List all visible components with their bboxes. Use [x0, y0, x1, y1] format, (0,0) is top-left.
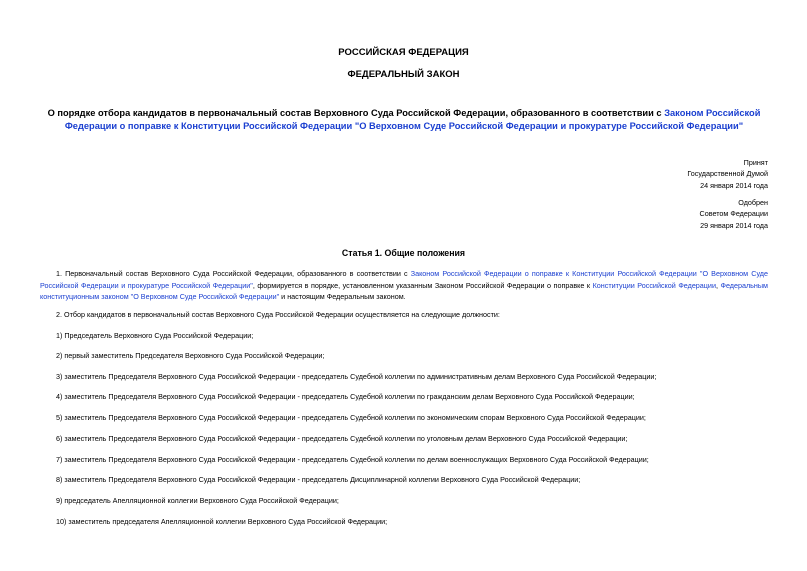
approved-by: Советом Федерации [699, 209, 768, 219]
p1-text-d: и настоящим Федеральным законом. [279, 292, 406, 301]
p1-text-a: 1. Первоначальный состав Верховного Суда Российской Федерации, образованного в соответствии с [56, 269, 411, 278]
approved-label: Одобрен [738, 198, 768, 207]
approved-date: 29 января 2014 года [700, 220, 768, 230]
p1-link-constitution[interactable]: Конституции Российской Федерации [592, 280, 716, 290]
article-paragraph-1 [40, 268, 768, 303]
list-item: 9) председатель Апелляционной коллегии Верховного Суда Российской Федерации; [56, 496, 339, 505]
title-law-link[interactable]: Законом Российской Федерации о поправке к Конституции Российской Федерации "О Верховном Суде Российской Федерации и прокуратуре Российской Федерации" [64, 108, 761, 131]
p1-text-b: , формируется в порядке, установленном указанным Законом Российской Федерации о поправке к [252, 280, 593, 290]
adopted-date: 24 января 2014 года [700, 180, 768, 190]
article-paragraph-2: 2. Отбор кандидатов в первоначальный состав Верховного Суда Российской Федерации осуществляется на следующие должности: [56, 310, 500, 319]
list-item: 4) заместитель Председателя Верховного Суда Российской Федерации - председатель Судебной коллегии по гражданским делам Верховного Суда Российской Федерации; [56, 392, 635, 401]
article-heading: Статья 1. Общие положения [341, 248, 466, 258]
list-item: 1) Председатель Верховного Суда Российской Федерации; [56, 331, 254, 340]
p1-text-c: , [715, 280, 721, 290]
adopted-label: Принят [743, 158, 768, 167]
list-item: 7) заместитель Председателя Верховного Суда Российской Федерации - председатель Судебной коллегии по делам военнослужащих Верховного Суда Российской Федерации; [56, 455, 649, 464]
list-item: 6) заместитель Председателя Верховного Суда Российской Федерации - председатель Судебной коллегии по уголовным делам Верховного Суда Российской Федерации; [56, 434, 628, 443]
approved-block [700, 197, 768, 231]
p1-link-amendment-law[interactable]: Законом Российской Федерации о поправке к Конституции Российской Федерации "О Верховном Суде Российской Федерации и прокуратуре Российской Федерации" [40, 269, 768, 290]
list-item: 10) заместитель председателя Апелляционной коллегии Верховного Суда Российской Федерации; [56, 517, 388, 526]
list-item: 3) заместитель Председателя Верховного Суда Российской Федерации - председатель Судебной коллегии по административным делам Верховного Суда Российской Федерации; [56, 372, 657, 381]
adopted-by: Государственной Думой [687, 169, 768, 179]
list-item: 8) заместитель Председателя Верховного Суда Российской Федерации - председатель Дисциплинарной коллегии Верховного Суда Российской Федерации; [56, 475, 581, 484]
law-type-header: ФЕДЕРАЛЬНЫЙ ЗАКОН [347, 69, 460, 80]
title-text: О порядке отбора кандидатов в первоначальный состав Верховного Суда Российской Федерации, образованного в соответствии с [47, 108, 665, 118]
p1-link-supreme-court-law[interactable]: Федеральным конституционным законом "О Верховном Суде Российской Федерации" [40, 280, 768, 301]
list-item: 2) первый заместитель Председателя Верховного Суда Российской Федерации; [56, 351, 325, 360]
adopted-block [687, 157, 768, 191]
country-header: РОССИЙСКАЯ ФЕДЕРАЦИЯ [338, 47, 469, 58]
law-title [40, 107, 768, 132]
list-item: 5) заместитель Председателя Верховного Суда Российской Федерации - председатель Судебной коллегии по экономическим спорам Верховного Суда Российской Федерации; [56, 413, 646, 422]
